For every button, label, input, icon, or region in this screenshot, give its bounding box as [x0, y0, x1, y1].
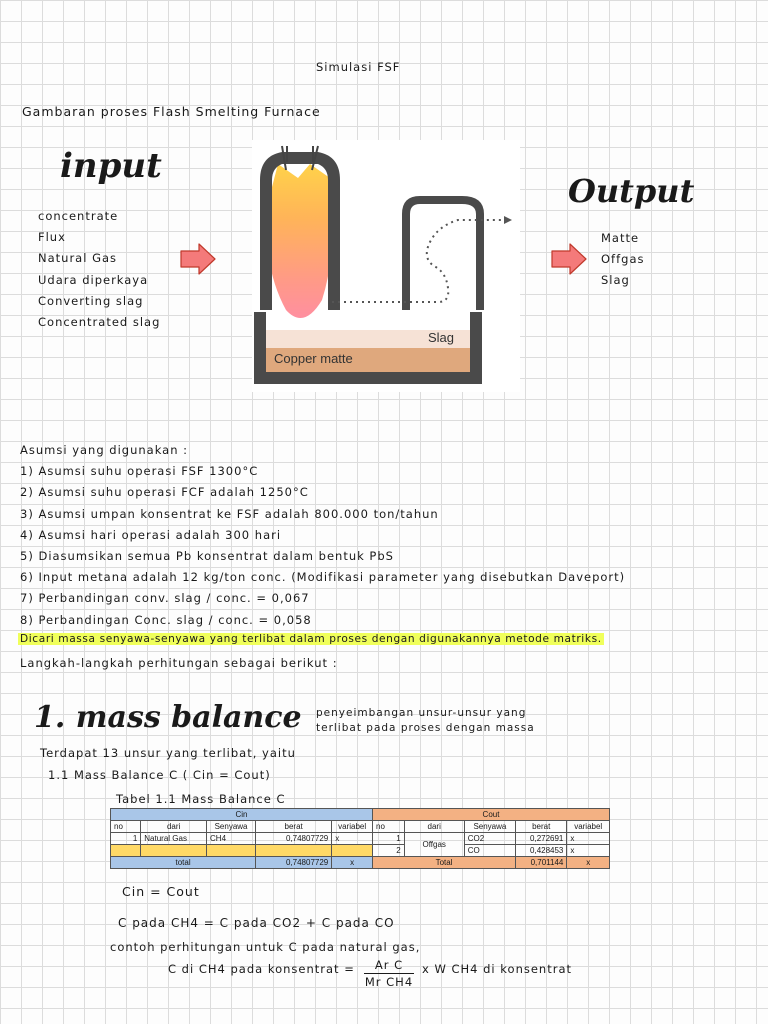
steps-line: Langkah-langkah perhitungan sebagai berikut :	[20, 656, 338, 670]
asumsi-item: 2) Asumsi suhu operasi FCF adalah 1250°C	[20, 485, 309, 500]
cout-header: Cout	[373, 809, 610, 821]
input-item: Concentrated slag	[38, 315, 161, 330]
col-header: no	[111, 821, 141, 833]
highlighted-statement: Dicari massa senyawa-senyawa yang terlibat dalam proses dengan digunakannya metode matriks.	[20, 633, 602, 645]
output-item: Offgas	[601, 252, 645, 267]
equation-cin-cout: Cin = Cout	[122, 884, 200, 899]
col-header: no	[373, 821, 405, 833]
asumsi-list	[20, 440, 625, 631]
formula-right: x W CH4 di konsentrat	[422, 962, 573, 976]
asumsi-item: 3) Asumsi umpan konsentrat ke FSF adalah 800.000 ton/tahun	[20, 506, 439, 521]
slag-label: Slag	[428, 330, 455, 345]
fraction-bar	[364, 973, 414, 974]
cin-header: Cin	[111, 809, 373, 821]
output-arrow-icon	[550, 242, 588, 276]
subtitle: Gambaran proses Flash Smelting Furnace	[22, 104, 321, 119]
flame-shape	[266, 164, 333, 318]
col-header: dari	[404, 821, 464, 833]
section-intro: Terdapat 13 unsur yang terlibat, yaitu	[40, 746, 296, 760]
asumsi-item: 8) Perbandingan Conc. slag / conc. = 0,058	[20, 612, 312, 627]
input-item: Flux	[38, 230, 66, 245]
section-note-2: terlibat pada proses dengan massa	[316, 722, 535, 734]
input-heading: input	[60, 146, 162, 186]
example-line: contoh perhitungan untuk C pada natural gas,	[110, 940, 421, 954]
input-item: Converting slag	[38, 293, 144, 308]
furnace-diagram	[252, 140, 520, 392]
subsection-title: 1.1 Mass Balance C ( Cin = Cout)	[48, 768, 271, 782]
equation-carbon: C pada CH4 = C pada CO2 + C pada CO	[118, 916, 395, 930]
output-heading: Output	[568, 172, 695, 210]
table-row: 1 Natural Gas CH4 0,74807729 x 1 Offgas CO2 0,272691 x	[111, 833, 610, 845]
asumsi-item: 6) Input metana adalah 12 kg/ton conc. (Modifikasi parameter yang disebutkan Daveport)	[20, 570, 626, 585]
table-caption: Tabel 1.1 Mass Balance C	[116, 792, 286, 806]
formula-left: C di CH4 pada konsentrat =	[168, 962, 355, 976]
asumsi-item: 1) Asumsi suhu operasi FSF 1300°C	[20, 464, 259, 479]
col-header: variabel	[567, 821, 610, 833]
col-header: berat	[516, 821, 567, 833]
input-arrow-icon	[179, 242, 217, 276]
fraction-denominator: Mr CH4	[364, 975, 414, 989]
input-item: Natural Gas	[38, 251, 118, 266]
input-item: Udara diperkaya	[38, 272, 149, 287]
page-title: Simulasi FSF	[316, 60, 401, 74]
section-note-1: penyeimbangan unsur-unsur yang	[316, 707, 527, 719]
col-header: variabel	[332, 821, 373, 833]
section-title: 1. mass balance	[34, 700, 302, 735]
col-header: berat	[256, 821, 332, 833]
table-total-row: total 0,74807729 x Total 0,701144 x	[111, 857, 610, 869]
input-list	[38, 206, 160, 333]
col-header: Senyawa	[464, 821, 515, 833]
col-header: Senyawa	[207, 821, 256, 833]
table-row: 2 CO 0,428453 x	[111, 845, 610, 857]
fraction-numerator: Ar C	[374, 958, 404, 972]
asumsi-item: 4) Asumsi hari operasi adalah 300 hari	[20, 527, 282, 542]
copper-matte-label: Copper matte	[274, 351, 353, 366]
output-item: Matte	[601, 231, 640, 245]
asumsi-item: 5) Diasumsikan semua Pb konsentrat dalam bentuk PbS	[20, 549, 394, 564]
formula-fraction	[360, 958, 418, 989]
col-header: dari	[141, 821, 207, 833]
mass-balance-table	[110, 808, 610, 869]
asumsi-item: 7) Perbandingan conv. slag / conc. = 0,067	[20, 591, 310, 606]
output-list	[601, 228, 645, 292]
asumsi-heading: Asumsi yang digunakan :	[20, 443, 189, 457]
output-item: Slag	[601, 273, 630, 288]
input-item: concentrate	[38, 209, 119, 223]
